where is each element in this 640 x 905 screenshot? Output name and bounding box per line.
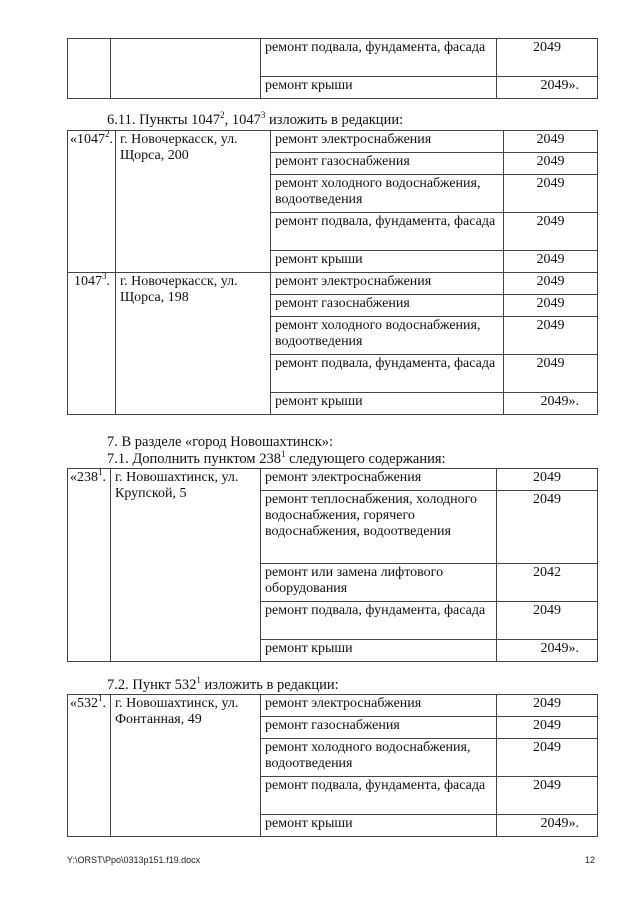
year-cell: 2049».	[504, 393, 598, 415]
item-number-cell: 1047$^3$.	[68, 273, 116, 415]
year-cell: 2049	[497, 39, 598, 77]
item-number-cell	[68, 39, 111, 99]
footer-page-number: 12	[585, 855, 596, 865]
table-row	[68, 273, 598, 295]
work-cell: ремонт подвала, фундамента, фасада	[271, 355, 504, 393]
work-cell: ремонт электроснабжения	[261, 469, 497, 491]
work-cell: ремонт электроснабжения	[271, 131, 504, 153]
work-cell: ремонт холодного водоснабжения, водоотведения	[271, 317, 504, 355]
item-number-cell: «$238^1$.	[68, 469, 111, 662]
work-cell: ремонт электроснабжения	[271, 273, 504, 295]
year-cell: 2049	[504, 213, 598, 251]
heading-7-2: 7.2. Пункт $532^1$ изложить в редакции:	[107, 675, 339, 693]
work-cell: ремонт холодного водоснабжения, водоотведения	[271, 175, 504, 213]
year-cell: 2049	[504, 251, 598, 273]
year-cell: 2042	[497, 564, 598, 602]
table-row	[68, 469, 598, 491]
heading-6-11: 6.11. Пункты 1047$^2$, 1047$^3$ изложить в редакции:	[107, 110, 404, 128]
year-cell: 2049	[504, 317, 598, 355]
table-items-1047	[67, 130, 598, 415]
work-cell: ремонт подвала, фундамента, фасада	[261, 39, 497, 77]
year-cell: 2049	[497, 469, 598, 491]
work-cell: ремонт или замена лифтового оборудования	[261, 564, 497, 602]
year-cell: 2049	[497, 739, 598, 777]
year-cell: 2049	[504, 273, 598, 295]
work-cell: ремонт электроснабжения	[261, 695, 497, 717]
address-cell: г. Новочеркасск, ул. Щорса, 200	[116, 131, 271, 273]
item-number-cell: «$532^1$.	[68, 695, 111, 837]
year-cell: 2049	[504, 131, 598, 153]
table-item-238	[67, 468, 598, 662]
footer-file-path: Y:\ORST\Ppo\0313p151.f19.docx	[67, 855, 201, 865]
item-number-cell: «1047$^2$.	[68, 131, 116, 273]
table-row	[68, 39, 598, 77]
year-cell: 2049	[504, 355, 598, 393]
work-cell: ремонт подвала, фундамента, фасада	[261, 777, 497, 815]
table-continuation	[67, 38, 598, 99]
year-cell: 2049	[497, 695, 598, 717]
work-cell: ремонт подвала, фундамента, фасада	[271, 213, 504, 251]
heading-7: 7. В разделе «город Новошахтинск»:	[107, 434, 334, 450]
work-cell: ремонт газоснабжения	[271, 153, 504, 175]
work-cell: ремонт крыши	[261, 77, 497, 99]
year-cell: 2049	[497, 717, 598, 739]
address-cell: г. Новошахтинск, ул. Крупской, 5	[111, 469, 261, 662]
year-cell: 2049	[497, 491, 598, 564]
address-cell	[111, 39, 261, 99]
work-cell: ремонт крыши	[271, 251, 504, 273]
work-cell: ремонт газоснабжения	[271, 295, 504, 317]
address-cell: г. Новошахтинск, ул. Фонтанная, 49	[111, 695, 261, 837]
work-cell: ремонт крыши	[271, 393, 504, 415]
heading-7-1: 7.1. Дополнить пунктом $238^1$ следующего содержания:	[107, 449, 446, 467]
table-item-532	[67, 694, 598, 837]
year-cell: 2049».	[497, 815, 598, 837]
year-cell: 2049».	[497, 640, 598, 662]
year-cell: 2049	[504, 295, 598, 317]
year-cell: 2049	[504, 175, 598, 213]
work-cell: ремонт теплоснабжения, холодного водоснабжения, горячего водоснабжения, водоотведения	[261, 491, 497, 564]
year-cell: 2049	[504, 153, 598, 175]
work-cell: ремонт крыши	[261, 640, 497, 662]
year-cell: 2049	[497, 602, 598, 640]
year-cell: 2049	[497, 777, 598, 815]
work-cell: ремонт холодного водоснабжения, водоотведения	[261, 739, 497, 777]
work-cell: ремонт подвала, фундамента, фасада	[261, 602, 497, 640]
address-cell: г. Новочеркасск, ул. Щорса, 198	[116, 273, 271, 415]
table-row	[68, 131, 598, 153]
work-cell: ремонт газоснабжения	[261, 717, 497, 739]
year-cell: 2049».	[497, 77, 598, 99]
table-row	[68, 695, 598, 717]
work-cell: ремонт крыши	[261, 815, 497, 837]
